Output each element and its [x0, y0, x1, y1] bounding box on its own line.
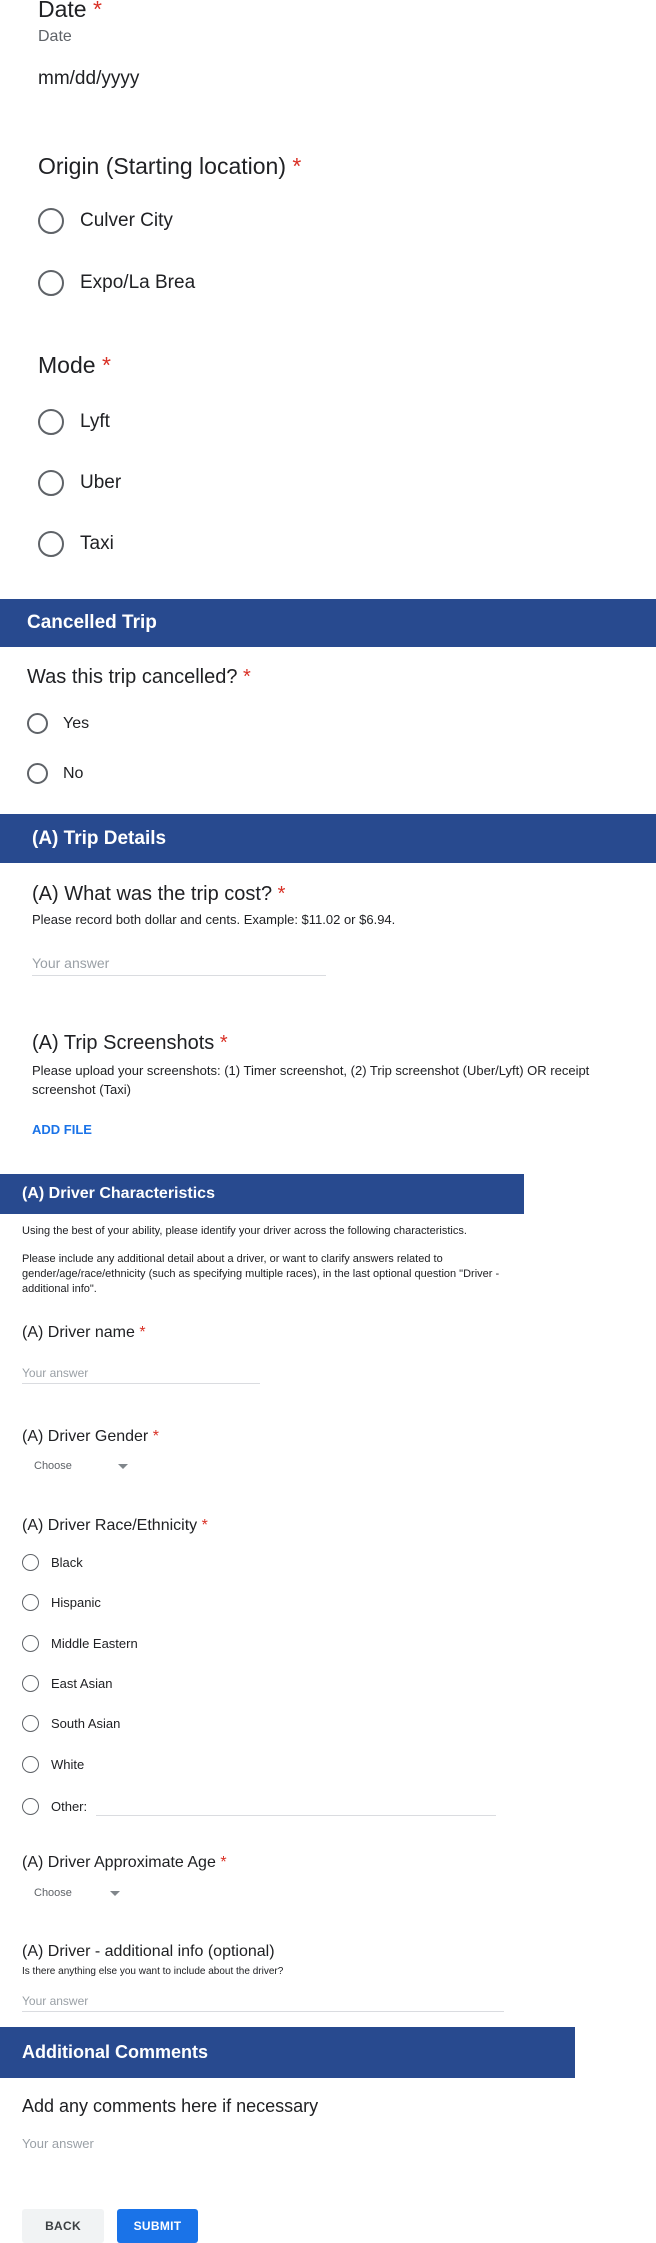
comments-question: Add any comments here if necessary — [22, 2096, 319, 2116]
chevron-down-icon — [118, 1464, 128, 1469]
radio-button[interactable] — [27, 713, 48, 734]
date-title — [38, 0, 102, 23]
trip-cost-help: Please record both dollar and cents. Example: $11.02 or $6.94. — [32, 912, 396, 927]
trip-cost-question — [32, 883, 285, 906]
chevron-down-icon — [110, 1891, 120, 1896]
required-asterisk: * — [152, 1428, 159, 1445]
driver-race-question-text: (A) Driver Race/Ethnicity — [22, 1517, 198, 1534]
option-label: White — [51, 1757, 85, 1772]
trip-screenshots-question — [32, 1032, 228, 1055]
option-label: East Asian — [51, 1676, 113, 1691]
race-option-east-asian[interactable] — [22, 1675, 112, 1692]
origin-title-text: Origin (Starting location) — [38, 153, 286, 179]
race-option-black[interactable] — [22, 1554, 83, 1571]
cancelled-question-text: Was this trip cancelled? — [27, 666, 238, 688]
driver-characteristics-banner: (A) Driver Characteristics — [0, 1174, 524, 1214]
race-option-hispanic[interactable] — [22, 1594, 101, 1611]
radio-button[interactable] — [22, 1635, 39, 1652]
back-button[interactable]: BACK — [22, 2209, 104, 2243]
origin-option-culver-city[interactable] — [38, 208, 173, 234]
required-asterisk: * — [219, 1032, 228, 1054]
cancelled-option-no[interactable] — [27, 763, 83, 784]
required-asterisk: * — [220, 1854, 227, 1871]
select-value: Choose — [34, 1887, 72, 1899]
required-asterisk: * — [92, 0, 102, 22]
race-option-south-asian[interactable] — [22, 1715, 120, 1732]
race-option-middle-eastern[interactable] — [22, 1635, 138, 1652]
driver-intro-1: Using the best of your ability, please identify your driver across the following characteristics. — [22, 1225, 467, 1237]
driver-gender-question-text: (A) Driver Gender — [22, 1428, 149, 1445]
required-asterisk: * — [101, 352, 111, 378]
option-label: No — [63, 764, 84, 782]
driver-age-question-text: (A) Driver Approximate Age — [22, 1854, 216, 1871]
radio-button[interactable] — [38, 531, 64, 557]
cancelled-question — [27, 666, 251, 689]
trip-details-banner: (A) Trip Details — [0, 814, 656, 863]
origin-option-expo-la-brea[interactable] — [38, 270, 195, 296]
mode-title-text: Mode — [38, 352, 96, 378]
driver-race-question — [22, 1517, 208, 1535]
additional-comments-banner: Additional Comments — [0, 2027, 575, 2078]
driver-info-help: Is there anything else you want to include about the driver? — [22, 1966, 284, 1977]
required-asterisk: * — [139, 1324, 146, 1341]
required-asterisk: * — [201, 1517, 208, 1534]
mode-option-taxi[interactable] — [38, 531, 114, 557]
mode-option-lyft[interactable] — [38, 409, 110, 435]
driver-gender-question — [22, 1428, 159, 1446]
option-label: Yes — [63, 714, 90, 732]
option-label: South Asian — [51, 1716, 121, 1731]
cancelled-option-yes[interactable] — [27, 713, 89, 734]
driver-age-question — [22, 1854, 227, 1872]
option-label: Middle Eastern — [51, 1636, 138, 1651]
driver-name-question-text: (A) Driver name — [22, 1324, 135, 1341]
driver-gender-select[interactable] — [34, 1460, 128, 1472]
required-asterisk: * — [277, 883, 286, 905]
option-label: Hispanic — [51, 1595, 101, 1610]
option-label: Uber — [80, 472, 122, 493]
driver-intro-2: Please include any additional detail about a driver, or want to clarify answers related to gender/age/race/ethnicity (such as specifying multiple races), in the last optional question "Driver - additional info". — [22, 1253, 500, 1295]
date-sublabel: Date — [38, 28, 72, 45]
submit-button[interactable]: SUBMIT — [117, 2209, 198, 2243]
radio-button[interactable] — [22, 1594, 39, 1611]
date-input[interactable]: mm/dd/yyyy — [38, 68, 140, 89]
option-label: Taxi — [80, 533, 114, 554]
driver-name-question — [22, 1324, 146, 1342]
radio-button[interactable] — [38, 409, 64, 435]
driver-info-question: (A) Driver - additional info (optional) — [22, 1943, 275, 1960]
option-label: Other: — [51, 1799, 88, 1814]
option-label: Lyft — [80, 411, 110, 432]
origin-title — [38, 153, 301, 180]
driver-age-select[interactable] — [34, 1887, 120, 1899]
required-asterisk: * — [243, 666, 251, 688]
race-option-white[interactable] — [22, 1756, 84, 1773]
select-value: Choose — [34, 1460, 72, 1472]
date-title-text: Date — [38, 0, 87, 22]
radio-button[interactable] — [22, 1715, 39, 1732]
radio-button[interactable] — [22, 1554, 39, 1571]
radio-button[interactable] — [38, 470, 64, 496]
race-option-other[interactable] — [22, 1798, 87, 1815]
radio-button[interactable] — [22, 1798, 39, 1815]
required-asterisk: * — [292, 153, 302, 179]
mode-title — [38, 352, 111, 379]
driver-info-input[interactable]: Your answer — [22, 1994, 504, 2012]
trip-cost-question-text: (A) What was the trip cost? — [32, 883, 273, 905]
radio-button[interactable] — [38, 270, 64, 296]
mode-option-uber[interactable] — [38, 470, 121, 496]
race-other-input[interactable] — [96, 1814, 496, 1816]
radio-button[interactable] — [27, 763, 48, 784]
radio-button[interactable] — [22, 1675, 39, 1692]
cancelled-trip-banner: Cancelled Trip — [0, 599, 656, 647]
trip-screenshots-question-text: (A) Trip Screenshots — [32, 1032, 215, 1054]
driver-name-input[interactable]: Your answer — [22, 1366, 260, 1384]
trip-cost-input[interactable]: Your answer — [32, 955, 326, 976]
comments-input[interactable]: Your answer — [22, 2136, 94, 2151]
radio-button[interactable] — [38, 208, 64, 234]
trip-screenshots-help: Please upload your screenshots: (1) Timer screenshot, (2) Trip screenshot (Uber/Lyft) OR receipt screenshot (Taxi) — [32, 1063, 590, 1097]
option-label: Black — [51, 1555, 83, 1570]
option-label: Culver City — [80, 210, 173, 231]
radio-button[interactable] — [22, 1756, 39, 1773]
option-label: Expo/La Brea — [80, 272, 196, 293]
add-file-button[interactable]: ADD FILE — [32, 1122, 92, 1137]
